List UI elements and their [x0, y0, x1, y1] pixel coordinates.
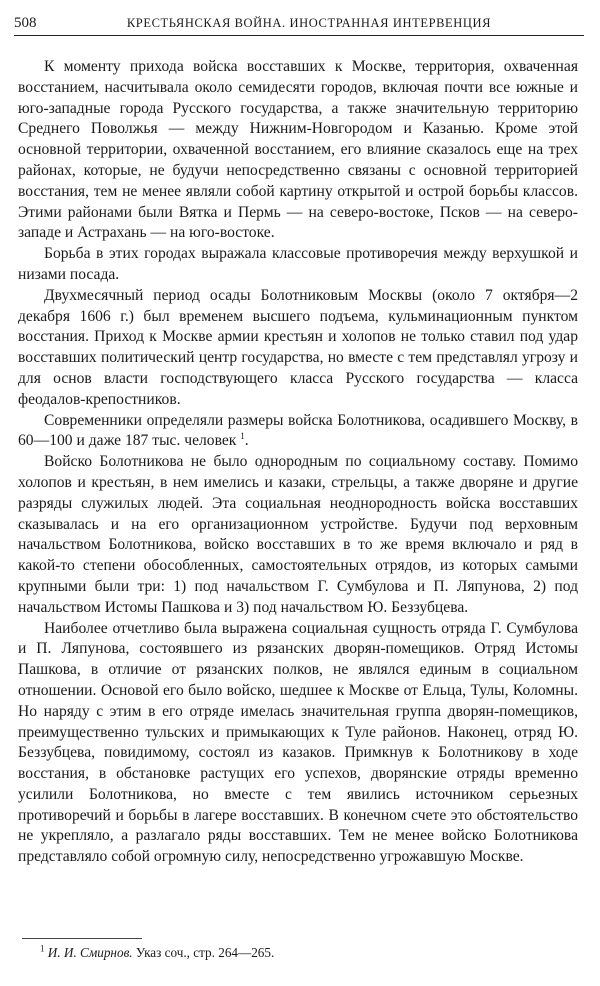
paragraph-with-footnote	[18, 411, 578, 453]
footnote-reference[interactable]: 1	[240, 431, 245, 442]
paragraph-tail: .	[244, 432, 249, 450]
paragraph: К моменту прихода войска восставших к Москве, территория, охваченная восстанием, насчитывала около семидесяти городов, включая почти все южные и юго-западные города Русского государства, а также значительную территорию Среднего Поволжья — между Нижним-Новгородом и Казанью. Кроме этой основной территории, охваченной восстанием, его влияние сказалось еще на трех районах, которые, не будучи непосредственно связаны с основной территорией восстания, тем не менее являли собой картину открытой и острой борьбы классов. Этими районами были Вятка и Пермь — на северо-востоке, Псков — на северо-западе и Астрахань — на юго-востоке.	[18, 58, 578, 242]
footnote-number: 1	[40, 943, 45, 954]
footnote-separator	[22, 938, 142, 939]
body-text	[18, 57, 578, 868]
footnote-author: И. И. Смирнов.	[47, 945, 133, 960]
paragraph: Двухмесячный период осады Болотниковым Москвы (около 7 октября—2 декабря 1606 г.) был временем высшего подъема, кульминационным пунктом восстания. Приход к Москве армии крестьян и холопов не только ставил под удар восставших политический центр государства, но вместе с тем представлял угрозу и для основ власти господствующего класса Русского государства — класса феодалов-крепостников.	[18, 286, 578, 408]
paragraph: Войско Болотникова не было однородным по социальному составу. Помимо холопов и крестьян, в нем имелись и казаки, стрельцы, а также дворяне и другие разряды служилых людей. Эта социальная неоднородность войска восставших сказывалась и на его организационном устройстве. Будучи под верховным начальством Болотникова, войско восставших в то же время включало и ряд в какой-то степени обособленных, самостоятельных отрядов, из которых самыми крупными были три: 1) под начальством Г. Сумбулова и П. Ляпунова, 2) под начальством Истомы Пашкова и 3) под начальством Ю. Беззубцева.	[18, 453, 578, 616]
running-title: КРЕСТЬЯНСКАЯ ВОЙНА. ИНОСТРАННАЯ ИНТЕРВЕНЦИЯ	[126, 16, 492, 30]
running-head	[14, 13, 584, 36]
page-number: 508	[14, 15, 37, 31]
footnote	[40, 944, 580, 962]
paragraph-text: Современники определяли размеры войска Болотникова, осадившего Москву, в 60—100 и даже 187 тыс. человек	[18, 411, 578, 450]
paragraph: Борьба в этих городах выражала классовые противоречия между верхушкой и низами посада.	[18, 245, 578, 283]
footnote-text: Указ соч., стр. 264—265.	[135, 945, 275, 960]
paragraph: Наиболее отчетливо была выражена социальная сущность отряда Г. Сумбулова и П. Ляпунова, состоявшего из рязанских дворян-помещиков. Отряд Истомы Пашкова, в отличие от рязанских полков, не являлся единым в социальном отношении. Основой его было войско, шедшее к Москве от Ельца, Тулы, Коломны. Но наряду с этим в его отряде имелась значительная группа дворян-помещиков, преимущественно тульских и примыкающих к Туле районов. Наконец, отряд Ю. Беззубцева, повидимому, состоял из казаков. Примкнув к Болотникову в ходе восстания, в обстановке растущих его успехов, дворянские отряды временно усилили Болотникова, но вместе с тем явились источником серьезных противоречий и борьбы в лагере восставших. В конечном счете это обстоятельство не укрепляло, а разлагало ряды восставших. Тем не менее войско Болотникова представляло собой огромную силу, непосредственно угрожавшую Москве.	[18, 619, 578, 866]
